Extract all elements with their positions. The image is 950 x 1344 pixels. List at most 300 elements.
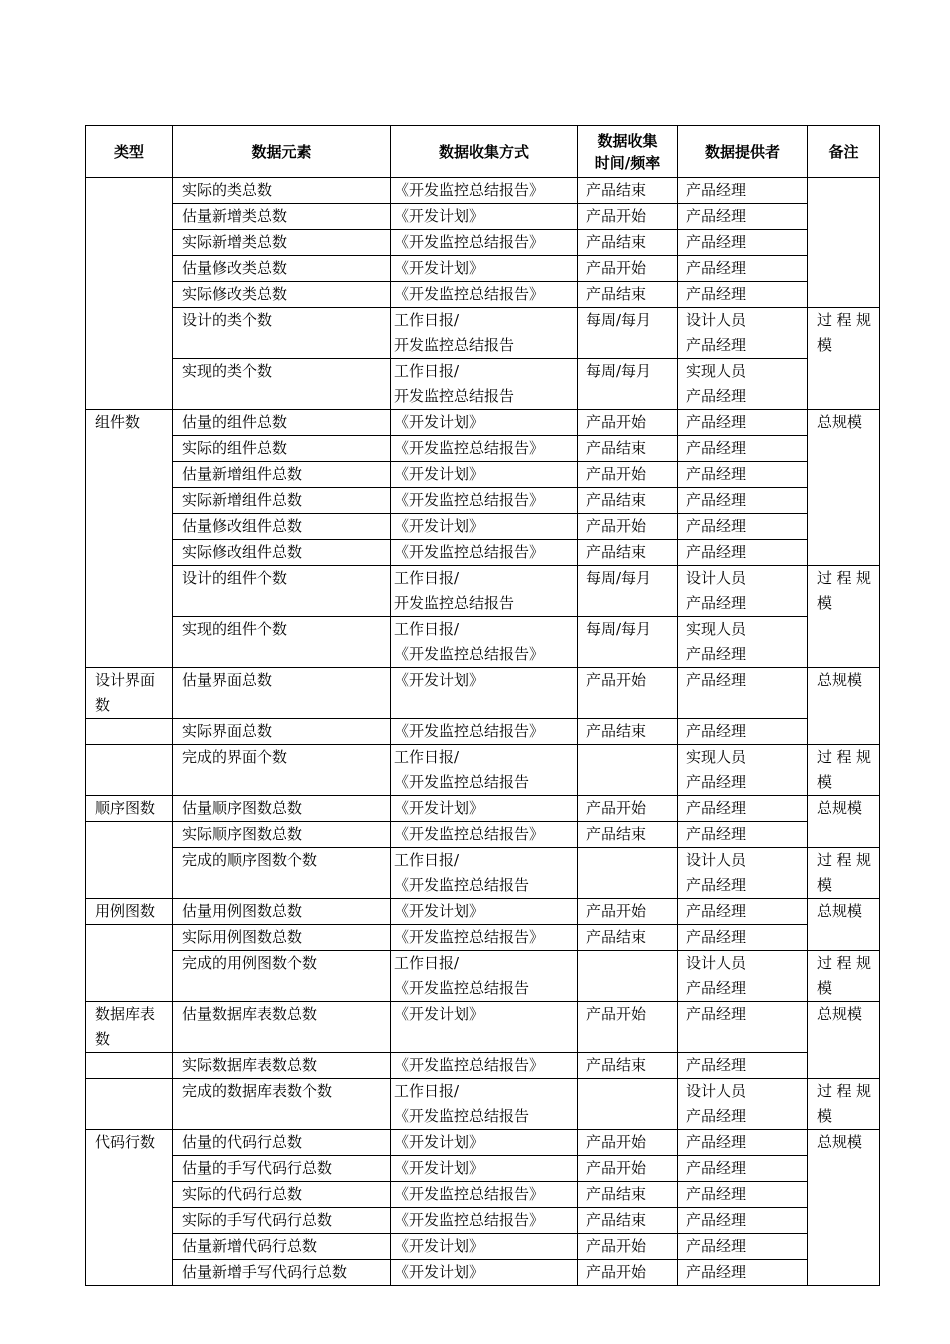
table-row — [86, 796, 880, 822]
table-row — [86, 617, 880, 668]
cell-type — [86, 1079, 173, 1130]
cell-note — [808, 1079, 880, 1130]
cell-provider — [678, 925, 808, 951]
cell-note — [808, 848, 880, 899]
cell-method — [391, 951, 578, 1002]
note-text: 总规模 — [817, 902, 863, 920]
cell-time: 产品结束 — [578, 1053, 678, 1079]
provider-line: 产品经理 — [686, 928, 747, 946]
table-row — [86, 951, 880, 1002]
table-row — [86, 899, 880, 925]
cell-time: 产品开始 — [578, 1260, 678, 1286]
table-row — [86, 436, 880, 462]
cell-method — [391, 178, 578, 204]
method-line: 《开发监控总结报告》 — [394, 645, 545, 663]
cell-time: 产品开始 — [578, 1234, 678, 1260]
cell-time: 每周/每月 — [578, 308, 678, 359]
cell-time: 产品结束 — [578, 925, 678, 951]
cell-time: 产品结束 — [578, 178, 678, 204]
header-provider: 数据提供者 — [678, 126, 808, 178]
cell-element: 估量的手写代码行总数 — [173, 1156, 391, 1182]
cell-type — [86, 668, 173, 719]
cell-time: 每周/每月 — [578, 617, 678, 668]
cell-time: 产品结束 — [578, 230, 678, 256]
cell-provider — [678, 1130, 808, 1156]
table-row — [86, 745, 880, 796]
provider-line: 产品经理 — [686, 387, 747, 405]
cell-type — [86, 1053, 173, 1079]
table-row — [86, 1002, 880, 1053]
table-row — [86, 462, 880, 488]
cell-provider — [678, 796, 808, 822]
method-line: 《开发计划》 — [394, 465, 485, 483]
table-row — [86, 719, 880, 745]
provider-line: 实现人员 — [686, 620, 747, 638]
method-line: 《开发监控总结报告》 — [394, 543, 545, 561]
cell-time: 产品开始 — [578, 1130, 678, 1156]
cell-element: 估量新增手写代码行总数 — [173, 1260, 391, 1286]
cell-method — [391, 1079, 578, 1130]
method-line: 工作日报/ — [394, 311, 460, 329]
method-line: 《开发计划》 — [394, 1159, 485, 1177]
cell-method — [391, 668, 578, 719]
cell-type — [86, 1130, 173, 1286]
table-row — [86, 925, 880, 951]
cell-type — [86, 925, 173, 1002]
cell-type — [86, 410, 173, 668]
cell-time: 产品开始 — [578, 668, 678, 719]
cell-method — [391, 925, 578, 951]
cell-provider — [678, 1234, 808, 1260]
cell-provider — [678, 951, 808, 1002]
metrics-table — [85, 125, 880, 1286]
note-text: 总规模 — [817, 799, 863, 817]
provider-line: 产品经理 — [686, 439, 747, 457]
cell-method — [391, 282, 578, 308]
cell-element: 估量的组件总数 — [173, 410, 391, 436]
cell-time: 产品结束 — [578, 1182, 678, 1208]
table-row — [86, 410, 880, 436]
cell-method — [391, 1208, 578, 1234]
cell-element: 实际的组件总数 — [173, 436, 391, 462]
provider-line: 产品经理 — [686, 259, 747, 277]
provider-line: 产品经理 — [686, 1005, 747, 1023]
provider-line: 产品经理 — [686, 517, 747, 535]
provider-line: 产品经理 — [686, 876, 747, 894]
cell-provider — [678, 410, 808, 436]
cell-element: 完成的数据库表数个数 — [173, 1079, 391, 1130]
note-text: 总规模 — [817, 1133, 863, 1151]
cell-method — [391, 899, 578, 925]
provider-line: 设计人员 — [686, 851, 747, 869]
provider-line: 产品经理 — [686, 413, 747, 431]
method-line: 《开发监控总结报告》 — [394, 233, 545, 251]
method-line: 开发监控总结报告 — [394, 594, 515, 612]
cell-element: 实际修改类总数 — [173, 282, 391, 308]
provider-line: 产品经理 — [686, 491, 747, 509]
method-line: 《开发计划》 — [394, 671, 485, 689]
cell-method — [391, 566, 578, 617]
cell-element: 估量新增组件总数 — [173, 462, 391, 488]
cell-provider — [678, 617, 808, 668]
method-line: 《开发监控总结报告》 — [394, 1056, 545, 1074]
cell-element: 估量数据库表数总数 — [173, 1002, 391, 1053]
provider-line: 产品经理 — [686, 181, 747, 199]
provider-line: 设计人员 — [686, 311, 747, 329]
cell-method — [391, 745, 578, 796]
cell-method — [391, 514, 578, 540]
cell-time: 产品结束 — [578, 436, 678, 462]
cell-provider — [678, 1002, 808, 1053]
cell-time: 产品结束 — [578, 488, 678, 514]
method-line: 开发监控总结报告 — [394, 387, 515, 405]
table-row — [86, 848, 880, 899]
cell-time: 每周/每月 — [578, 359, 678, 410]
cell-note — [808, 899, 880, 951]
provider-line: 产品经理 — [686, 1133, 747, 1151]
provider-line: 产品经理 — [686, 543, 747, 561]
cell-type — [86, 796, 173, 822]
method-line: 开发监控总结报告 — [394, 336, 515, 354]
table-row — [86, 1079, 880, 1130]
method-line: 《开发监控总结报告 — [394, 876, 530, 894]
header-time — [578, 126, 678, 178]
provider-line: 产品经理 — [686, 671, 747, 689]
method-line: 工作日报/ — [394, 1082, 460, 1100]
note-text: 过程规模 — [817, 311, 871, 354]
cell-element: 实际的手写代码行总数 — [173, 1208, 391, 1234]
note-text: 过程规模 — [817, 569, 871, 612]
cell-method — [391, 540, 578, 566]
header-note: 备注 — [808, 126, 880, 178]
table-row — [86, 1053, 880, 1079]
table-row — [86, 359, 880, 410]
provider-line: 设计人员 — [686, 954, 747, 972]
cell-provider — [678, 204, 808, 230]
method-line: 《开发计划》 — [394, 1263, 485, 1281]
cell-provider — [678, 488, 808, 514]
method-line: 《开发监控总结报告》 — [394, 825, 545, 843]
cell-method — [391, 488, 578, 514]
cell-time: 产品开始 — [578, 410, 678, 436]
type-text: 设计界面数 — [95, 671, 156, 714]
cell-element: 设计的组件个数 — [173, 566, 391, 617]
method-line: 工作日报/ — [394, 748, 460, 766]
cell-method — [391, 822, 578, 848]
cell-time: 产品结束 — [578, 1208, 678, 1234]
cell-element: 实际顺序图数总数 — [173, 822, 391, 848]
cell-element: 估量修改类总数 — [173, 256, 391, 282]
cell-method — [391, 410, 578, 436]
cell-element: 估量顺序图数总数 — [173, 796, 391, 822]
provider-line: 产品经理 — [686, 979, 747, 997]
cell-method — [391, 359, 578, 410]
note-text: 过程规模 — [817, 748, 871, 791]
provider-line: 产品经理 — [686, 825, 747, 843]
table-row — [86, 1182, 880, 1208]
cell-note — [808, 1130, 880, 1286]
cell-element: 实际的代码行总数 — [173, 1182, 391, 1208]
cell-provider — [678, 359, 808, 410]
cell-time: 产品开始 — [578, 204, 678, 230]
cell-provider — [678, 436, 808, 462]
provider-line: 产品经理 — [686, 902, 747, 920]
method-line: 《开发监控总结报告 — [394, 979, 530, 997]
cell-provider — [678, 1156, 808, 1182]
cell-element: 估量的代码行总数 — [173, 1130, 391, 1156]
table-row — [86, 1234, 880, 1260]
table-row — [86, 1260, 880, 1286]
cell-method — [391, 796, 578, 822]
method-line: 《开发监控总结报告 — [394, 1107, 530, 1125]
cell-element: 完成的顺序图数个数 — [173, 848, 391, 899]
provider-line: 产品经理 — [686, 1056, 747, 1074]
cell-time: 产品开始 — [578, 899, 678, 925]
cell-note — [808, 178, 880, 308]
cell-provider — [678, 178, 808, 204]
cell-element: 完成的界面个数 — [173, 745, 391, 796]
table-row — [86, 1156, 880, 1182]
header-time-line: 时间/频率 — [594, 153, 661, 172]
cell-element: 实际界面总数 — [173, 719, 391, 745]
type-text: 组件数 — [95, 413, 141, 431]
cell-type — [86, 1002, 173, 1053]
cell-note — [808, 951, 880, 1002]
cell-time: 产品结束 — [578, 822, 678, 848]
provider-line: 产品经理 — [686, 1263, 747, 1281]
header-type: 类型 — [86, 126, 173, 178]
cell-time: 产品开始 — [578, 796, 678, 822]
cell-time: 每周/每月 — [578, 566, 678, 617]
table-row — [86, 514, 880, 540]
cell-time: 产品结束 — [578, 540, 678, 566]
table-row — [86, 308, 880, 359]
provider-line: 产品经理 — [686, 1159, 747, 1177]
method-line: 《开发监控总结报告》 — [394, 491, 545, 509]
cell-time: 产品开始 — [578, 462, 678, 488]
method-line: 工作日报/ — [394, 954, 460, 972]
provider-line: 设计人员 — [686, 1082, 747, 1100]
cell-element: 实际新增组件总数 — [173, 488, 391, 514]
cell-provider — [678, 540, 808, 566]
method-line: 《开发监控总结报告》 — [394, 928, 545, 946]
cell-element: 实际的类总数 — [173, 178, 391, 204]
method-line: 《开发计划》 — [394, 799, 485, 817]
provider-line: 产品经理 — [686, 465, 747, 483]
table-row — [86, 282, 880, 308]
cell-provider — [678, 230, 808, 256]
cell-element: 实际数据库表数总数 — [173, 1053, 391, 1079]
method-line: 工作日报/ — [394, 620, 460, 638]
cell-method — [391, 204, 578, 230]
cell-time — [578, 1079, 678, 1130]
method-line: 《开发计划》 — [394, 902, 485, 920]
table-row — [86, 230, 880, 256]
cell-note — [808, 668, 880, 745]
provider-line: 产品经理 — [686, 773, 747, 791]
cell-method — [391, 308, 578, 359]
cell-method — [391, 1002, 578, 1053]
type-text: 代码行数 — [95, 1133, 156, 1151]
cell-provider — [678, 282, 808, 308]
cell-provider — [678, 514, 808, 540]
method-line: 《开发计划》 — [394, 207, 485, 225]
method-line: 《开发监控总结报告》 — [394, 181, 545, 199]
cell-time: 产品开始 — [578, 1156, 678, 1182]
cell-method — [391, 1156, 578, 1182]
cell-method — [391, 719, 578, 745]
method-line: 《开发监控总结报告》 — [394, 439, 545, 457]
cell-provider — [678, 719, 808, 745]
cell-provider — [678, 1053, 808, 1079]
method-line: 工作日报/ — [394, 569, 460, 587]
table-row — [86, 256, 880, 282]
cell-element: 实现的类个数 — [173, 359, 391, 410]
cell-provider — [678, 899, 808, 925]
cell-note — [808, 566, 880, 668]
table-row — [86, 668, 880, 719]
cell-provider — [678, 566, 808, 617]
cell-time — [578, 848, 678, 899]
type-text: 用例图数 — [95, 902, 156, 920]
method-line: 《开发监控总结报告》 — [394, 1185, 545, 1203]
note-text: 过程规模 — [817, 851, 871, 894]
note-text: 过程规模 — [817, 1082, 871, 1125]
cell-provider — [678, 462, 808, 488]
provider-line: 产品经理 — [686, 1211, 747, 1229]
cell-element: 估量新增类总数 — [173, 204, 391, 230]
cell-time: 产品开始 — [578, 256, 678, 282]
cell-method — [391, 1053, 578, 1079]
cell-note — [808, 745, 880, 796]
cell-element: 估量新增代码行总数 — [173, 1234, 391, 1260]
note-text: 总规模 — [817, 1005, 863, 1023]
cell-provider — [678, 745, 808, 796]
note-text: 总规模 — [817, 413, 863, 431]
method-line: 《开发计划》 — [394, 1005, 485, 1023]
cell-provider — [678, 256, 808, 282]
header-time-line: 数据收集 — [597, 131, 658, 150]
header-element: 数据元素 — [173, 126, 391, 178]
header-method: 数据收集方式 — [391, 126, 578, 178]
cell-type — [86, 745, 173, 796]
cell-type — [86, 178, 173, 410]
cell-method — [391, 436, 578, 462]
type-text: 数据库表数 — [95, 1005, 156, 1048]
table-row — [86, 488, 880, 514]
method-line: 《开发监控总结报告》 — [394, 285, 545, 303]
method-line: 《开发监控总结报告 — [394, 773, 530, 791]
provider-line: 产品经理 — [686, 1237, 747, 1255]
cell-method — [391, 230, 578, 256]
method-line: 《开发计划》 — [394, 517, 485, 535]
cell-time: 产品结束 — [578, 282, 678, 308]
cell-note — [808, 796, 880, 848]
cell-method — [391, 848, 578, 899]
provider-line: 实现人员 — [686, 362, 747, 380]
cell-note — [808, 410, 880, 566]
cell-element: 估量用例图数总数 — [173, 899, 391, 925]
table-row — [86, 204, 880, 230]
table-row — [86, 178, 880, 204]
type-text: 顺序图数 — [95, 799, 156, 817]
cell-method — [391, 1182, 578, 1208]
cell-time — [578, 745, 678, 796]
header-row — [86, 126, 880, 178]
cell-provider — [678, 308, 808, 359]
method-line: 《开发监控总结报告》 — [394, 722, 545, 740]
method-line: 《开发计划》 — [394, 413, 485, 431]
cell-note — [808, 308, 880, 410]
provider-line: 产品经理 — [686, 1107, 747, 1125]
cell-element: 实际用例图数总数 — [173, 925, 391, 951]
note-text: 过程规模 — [817, 954, 871, 997]
cell-time: 产品结束 — [578, 719, 678, 745]
table-row — [86, 822, 880, 848]
note-text: 总规模 — [817, 671, 863, 689]
cell-method — [391, 1234, 578, 1260]
cell-element: 完成的用例图数个数 — [173, 951, 391, 1002]
cell-element: 估量界面总数 — [173, 668, 391, 719]
cell-method — [391, 256, 578, 282]
cell-time — [578, 951, 678, 1002]
cell-provider — [678, 1079, 808, 1130]
provider-line: 产品经理 — [686, 285, 747, 303]
cell-provider — [678, 1260, 808, 1286]
cell-method — [391, 1260, 578, 1286]
method-line: 《开发计划》 — [394, 1237, 485, 1255]
table-row — [86, 540, 880, 566]
table-row — [86, 1130, 880, 1156]
cell-element: 实现的组件个数 — [173, 617, 391, 668]
method-line: 工作日报/ — [394, 851, 460, 869]
cell-provider — [678, 668, 808, 719]
cell-method — [391, 462, 578, 488]
method-line: 工作日报/ — [394, 362, 460, 380]
cell-method — [391, 617, 578, 668]
provider-line: 产品经理 — [686, 336, 747, 354]
method-line: 《开发监控总结报告》 — [394, 1211, 545, 1229]
cell-provider — [678, 848, 808, 899]
cell-provider — [678, 1208, 808, 1234]
cell-method — [391, 1130, 578, 1156]
cell-element: 设计的类个数 — [173, 308, 391, 359]
provider-line: 产品经理 — [686, 1185, 747, 1203]
method-line: 《开发计划》 — [394, 259, 485, 277]
cell-provider — [678, 1182, 808, 1208]
cell-provider — [678, 822, 808, 848]
cell-element: 实际修改组件总数 — [173, 540, 391, 566]
cell-note — [808, 1002, 880, 1079]
provider-line: 产品经理 — [686, 207, 747, 225]
cell-element: 估量修改组件总数 — [173, 514, 391, 540]
provider-line: 产品经理 — [686, 645, 747, 663]
cell-type — [86, 899, 173, 925]
provider-line: 实现人员 — [686, 748, 747, 766]
provider-line: 设计人员 — [686, 569, 747, 587]
table-row — [86, 566, 880, 617]
provider-line: 产品经理 — [686, 722, 747, 740]
provider-line: 产品经理 — [686, 233, 747, 251]
cell-time: 产品开始 — [578, 1002, 678, 1053]
provider-line: 产品经理 — [686, 594, 747, 612]
cell-type — [86, 719, 173, 745]
provider-line: 产品经理 — [686, 799, 747, 817]
cell-type — [86, 822, 173, 899]
method-line: 《开发计划》 — [394, 1133, 485, 1151]
cell-time: 产品开始 — [578, 514, 678, 540]
table-row — [86, 1208, 880, 1234]
